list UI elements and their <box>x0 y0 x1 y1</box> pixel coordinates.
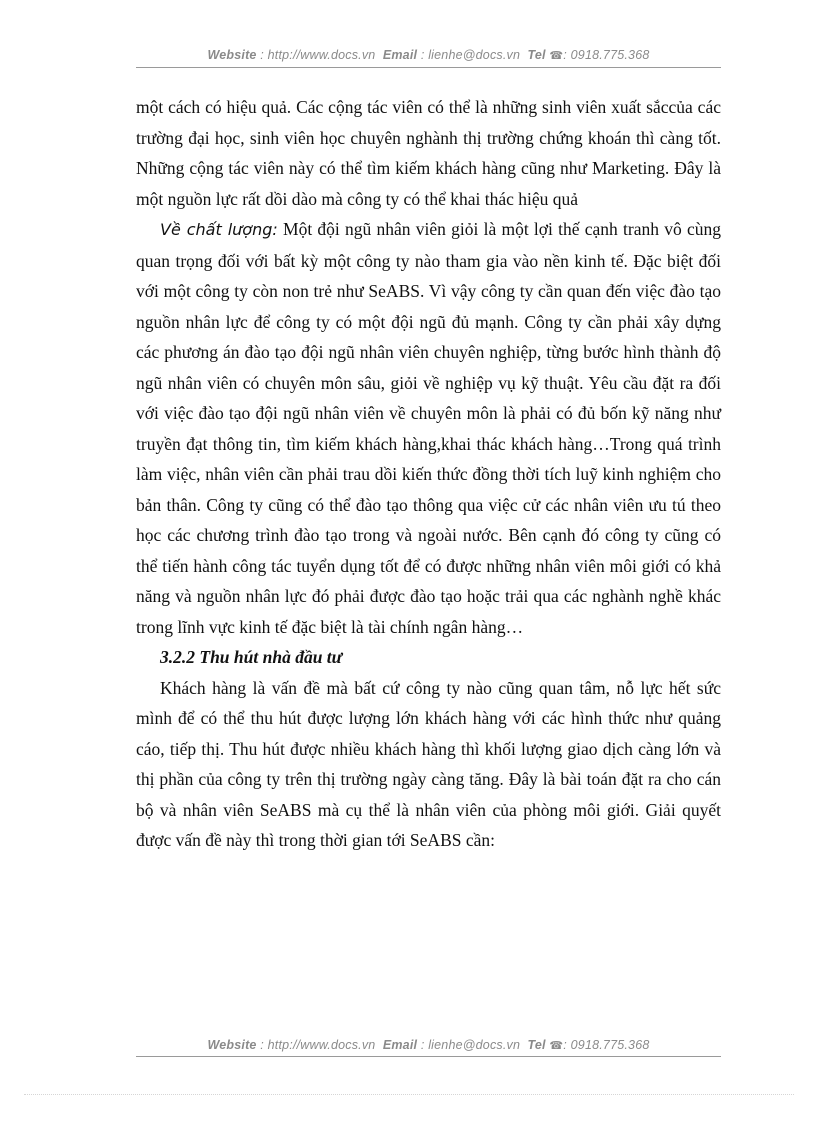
footer-email-label: Email <box>382 1038 418 1052</box>
paragraph-2-text: Một đội ngũ nhân viên giỏi là một lợi thế cạnh tranh vô cùng quan trọng đối với bất kỳ một công ty nào tham gia vào nền kinh tế. Đặc biệt đối với một công ty còn non trẻ như SeABS. Vì vậy công ty cần quan đến việc đào tạo nguồn nhân lực để công ty có một đội ngũ đủ mạnh. Công ty cần phải xây dựng các phương án đào tạo đội ngũ nhân viên chuyên nghiệp, từng bước hình thành độ ngũ nhân viên có chuyên môn sâu, giỏi về nghiệp vụ kỹ thuật. Yêu cầu đặt ra đối với việc đào tạo đội ngũ nhân viên về chuyên môn là phải có đủ bốn kỹ năng như truyền đạt thông tin, tìm kiếm khách hàng,khai thác khách hàng…Trong quá trình làm việc, nhân viên cần phải trau dồi kiến thức đồng thời tích luỹ kinh nghiệm cho bản thân. Công ty cũng có thể đào tạo thông qua việc cử các nhân viên ưu tú theo học các chương trình đào tạo trong và ngoài nước. Bên cạnh đó công ty cũng có thể tiến hành công tác tuyển dụng tốt để có được những nhân viên môi giới có khả năng và nguồn nhân lực đó phải được đào tạo hoặc trải qua các nghành nghề khác trong lĩnh vực kinh tế đặc biệt là tài chính ngân hàng… <box>136 219 721 637</box>
header-tel-value: : 0918.775.368 <box>563 48 650 62</box>
phone-icon: ☎ <box>549 50 564 62</box>
header-tel-label: Tel <box>527 48 546 62</box>
section-heading: 3.2.2 Thu hút nhà đầu tư <box>160 647 343 667</box>
header-email-link[interactable]: : lienhe@docs.vn <box>420 48 521 62</box>
footer-website-link[interactable]: : http://www.docs.vn <box>260 1038 376 1052</box>
header-divider <box>136 67 721 68</box>
footer-email-link[interactable]: : lienhe@docs.vn <box>420 1038 521 1052</box>
phone-icon: ☎ <box>549 1040 564 1052</box>
paragraph-2 <box>136 214 721 642</box>
paragraph-1: một cách có hiệu quả. Các cộng tác viên có thể là những sinh viên xuất sắccủa các trường đại học, sinh viên học chuyên nghành thị trường chứng khoán thì càng tốt. Những cộng tác viên này có thể tìm kiếm khách hàng cũng như Marketing. Đây là một nguồn lực rất dồi dào mà công ty có thể khai thác hiệu quả <box>136 97 721 209</box>
document-body <box>136 92 721 856</box>
paragraph-3: Khách hàng là vấn đề mà bất cứ công ty nào cũng quan tâm, nỗ lực hết sức mình để có thể thu hút được lượng lớn khách hàng với các hình thức như quảng cáo, tiếp thị. Thu hút được nhiều khách hàng thì khối lượng giao dịch càng lớn và thị phần của công ty trên thị trường ngày càng tăng. Đây là bài toán đặt ra cho cán bộ và nhân viên SeABS mà cụ thể là nhân viên của phòng môi giới. Giải quyết được vấn đề này thì trong thời gian tới SeABS cần: <box>136 677 721 850</box>
footer-tel-label: Tel <box>527 1038 546 1052</box>
footer-tel-value: : 0918.775.368 <box>563 1038 650 1052</box>
footer-divider <box>136 1056 721 1057</box>
page-header <box>136 48 721 62</box>
header-website-link[interactable]: : http://www.docs.vn <box>260 48 376 62</box>
header-email-label: Email <box>382 48 418 62</box>
footer-website-label: Website <box>207 1038 257 1052</box>
header-website-label: Website <box>207 48 257 62</box>
page-footer <box>136 1038 721 1052</box>
paragraph-2-lead: Về chất lượng: <box>160 220 278 239</box>
page-edge-divider <box>24 1094 794 1095</box>
